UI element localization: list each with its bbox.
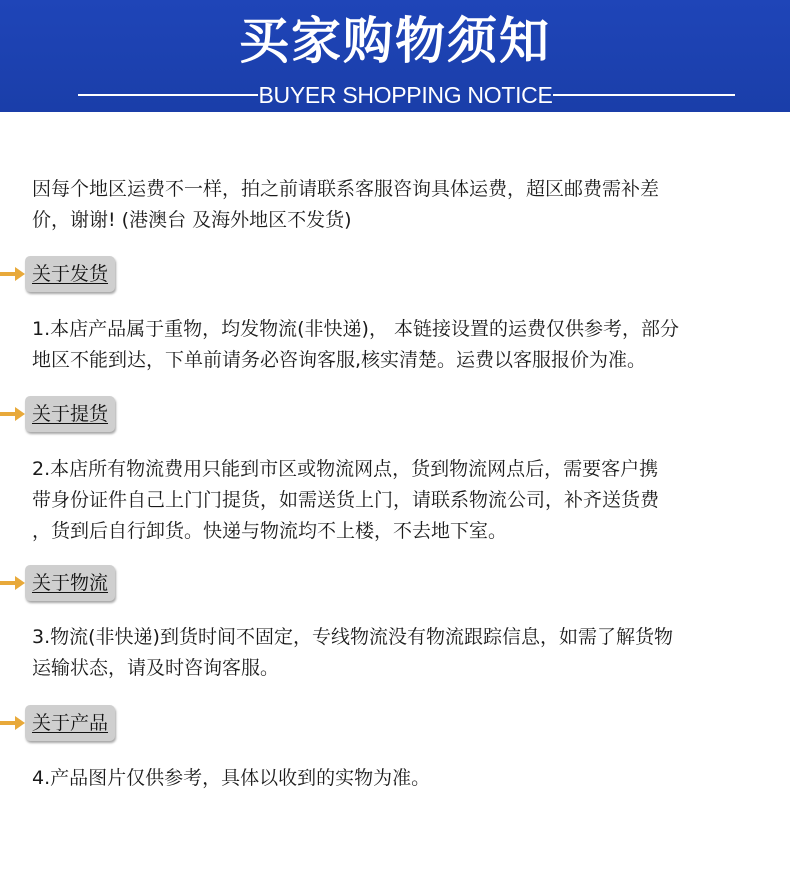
section-text-logistics: 3.物流(非快递)到货时间不固定，专线物流没有物流跟踪信息，如需了解货物 运输状态，请及时咨询客服。 (32, 626, 673, 679)
section-badge (25, 256, 115, 292)
page-title: 买家购物须知 (239, 12, 551, 70)
section-label: 关于物流 (32, 572, 109, 594)
section-badge (25, 396, 115, 432)
arrow-right-icon (0, 714, 26, 732)
arrow-right-icon (0, 405, 26, 423)
section-label: 关于发货 (32, 263, 109, 285)
intro-paragraph: 因每个地区运费不一样，拍之前请联系客服咨询具体运费，超区邮费需补差 价，谢谢! (港澳台 及海外地区不发货) (32, 178, 660, 231)
section-label: 关于提货 (32, 403, 109, 425)
section-label: 关于产品 (32, 712, 109, 734)
header-divider-right (553, 94, 735, 96)
section-badge (25, 705, 115, 741)
section-text-pickup: 2.本店所有物流费用只能到市区或物流网点，货到物流网点后，需要客户携 带身份证件自己上门门提货，如需送货上门，请联系物流公司，补齐送货费 ，货到后自行卸货。快递与物流均不上楼，不去地下室。 (32, 458, 660, 542)
section-heading-pickup (0, 396, 140, 432)
arrow-right-icon (0, 265, 26, 283)
section-badge (25, 565, 115, 601)
section-heading-logistics (0, 565, 140, 601)
section-heading-shipping (0, 256, 140, 292)
arrow-right-icon (0, 574, 26, 592)
header-divider-left (78, 94, 258, 96)
section-heading-product (0, 705, 140, 741)
section-text-product: 4.产品图片仅供参考，具体以收到的实物为准。 (32, 767, 431, 789)
header-banner (0, 0, 790, 112)
section-text-shipping: 1.本店产品属于重物，均发物流(非快递)， 本链接设置的运费仅供参考，部分 地区不能到达，下单前请务必咨询客服,核实清楚。运费以客服报价为准。 (32, 318, 679, 371)
page-subtitle: BUYER SHOPPING NOTICE (258, 82, 553, 108)
